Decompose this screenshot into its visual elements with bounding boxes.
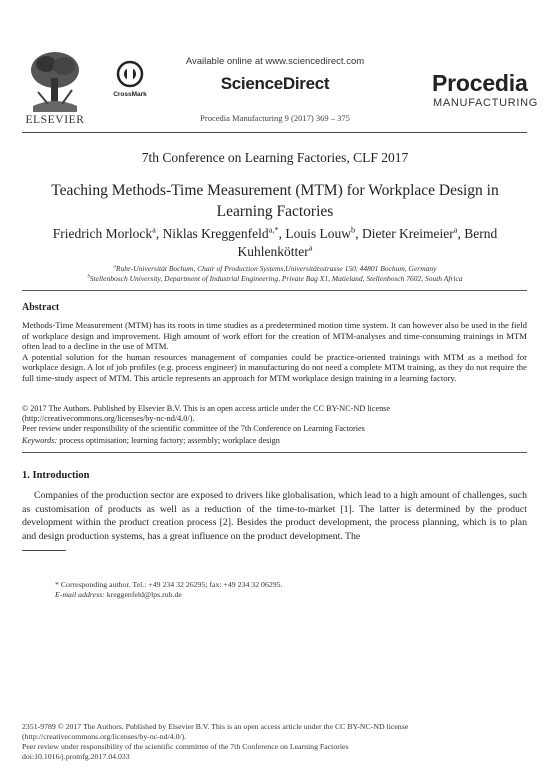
- affiliation-b: $^b$Stellenbosch University, Department of Industrial Engineering, Private Bag X1, Matieland, Stellenbosch 7602, South Africa: [87, 274, 463, 283]
- affiliation-a: $^a$Ruhr-Universität Bochum, Chair of Production Systems,Universitätsstrasse 150, 44801 Bochum, Germany: [113, 264, 437, 273]
- journal-reference: Procedia Manufacturing 9 (2017) 369 – 375: [200, 113, 350, 123]
- doi-line[interactable]: doi:10.1016/j.promfg.2017.04.033: [22, 752, 130, 761]
- abstract-paragraph: Methods-Time Measurement (MTM) has its roots in time studies as a predetermined motion time system. It can however also be used in the field of workplace design and improvement. High amount of work effort for the creation of MTM-analyses and time-consuming trainings in MTM often lead to a decline in the use of MTM.: [22, 320, 527, 352]
- keywords: [22, 436, 280, 445]
- footer-peer-review-line: Peer review under responsibility of the scientific committee of the 7th Conference on Learning Factories: [22, 742, 349, 751]
- abstract-body: [22, 320, 527, 384]
- publication-footer: [22, 722, 408, 762]
- abstract-top-divider: [22, 290, 527, 291]
- affiliations: [20, 264, 530, 284]
- header-divider: [22, 132, 527, 133]
- peer-review-line: Peer review under responsibility of the scientific committee of the 7th Conference on Learning Factories: [22, 424, 365, 434]
- author-affil-mark: a,*: [268, 225, 279, 235]
- conference-name: 7th Conference on Learning Factories, CLF 2017: [141, 150, 409, 165]
- author-affil-mark: a: [308, 243, 313, 253]
- footer-license-link[interactable]: (http://creativecommons.org/licenses/by-nc-nd/4.0/).: [22, 732, 187, 741]
- author-list: Friedrich Morlock$^a$, Niklas Kreggenfeld$^{a,*}$, Louis Louw$^b$, Dieter Kreimeier$^a$, Bernd Kuhlenkötter$^a$: [52, 225, 498, 259]
- footnote-divider: [22, 550, 66, 551]
- section-heading-introduction: 1. Introduction: [22, 470, 90, 481]
- available-online-text: Available online at www.sciencedirect.com: [185, 56, 365, 67]
- author-affil-mark: b: [351, 225, 356, 235]
- publisher-name: ELSEVIER: [25, 114, 85, 126]
- procedia-logo-title: Procedia: [432, 70, 528, 96]
- abstract-bottom-divider: [22, 452, 527, 453]
- issn-copyright-line: 2351-9789 © 2017 The Authors. Published by Elsevier B.V. This is an open access article under the CC BY-NC-ND license: [22, 722, 409, 731]
- keywords-list: process optimisation; learning factory; assembly; workplace design: [59, 436, 280, 445]
- crossmark-label: CrossMark: [113, 91, 147, 98]
- abstract-heading: Abstract: [22, 302, 60, 313]
- copyright-line: © 2017 The Authors. Published by Elsevier B.V. This is an open access article under the CC BY-NC-ND license: [22, 404, 391, 413]
- paper-title: Teaching Methods-Time Measurement (MTM) for Workplace Design in Learning Factories: [51, 182, 499, 220]
- author-name: Bernd Kuhlenkötter: [237, 226, 498, 259]
- author-name: Friedrich Morlock: [52, 226, 153, 241]
- email-address[interactable]: kreggenfeld@lps.rub.de: [106, 590, 182, 599]
- license-link[interactable]: (http://creativecommons.org/licenses/by-nc-nd/4.0/).: [22, 414, 195, 424]
- copyright-notice: [22, 404, 527, 435]
- sciencedirect-logo: ScienceDirect: [220, 74, 330, 93]
- abstract-paragraph: A potential solution for the human resources management of companies could be practice-oriented trainings with MTM as a method for workplace design. A lot of job profiles (e.g. process engineer) in manufacturing do not need a complete MTM training, as they do not require the full time-study aspect of MTM. This article represents an approach for MTM workplace design training in a learning factory.: [22, 351, 527, 383]
- corresponding-author-line: * Corresponding author. Tel.: +49 234 32 26295; fax: +49 234 32 06295.: [55, 580, 283, 589]
- keywords-label: Keywords:: [22, 436, 58, 445]
- introduction-paragraph: Companies of the production sector are exposed to drivers like globalisation, which lead to a high amount of challenges, such as customisation of products as well as a reduction of the time-to-market [1]. The latter is determined by the product development within the product creation process [2]. Besides the product development, the process planning, which is to plan and design production systems, has a great influence on the product development. The: [22, 490, 527, 542]
- author-name: Dieter Kreimeier: [361, 226, 454, 241]
- email-label: E-mail address:: [55, 590, 105, 599]
- author-affil-mark: a: [152, 225, 156, 235]
- email-line: [55, 590, 282, 600]
- author-affil-mark: a: [453, 225, 458, 235]
- author-name: Niklas Kreggenfeld: [162, 226, 269, 241]
- footnote: [55, 580, 282, 600]
- procedia-logo-subtitle: MANUFACTURING: [433, 97, 539, 109]
- author-name: Louis Louw: [285, 226, 352, 241]
